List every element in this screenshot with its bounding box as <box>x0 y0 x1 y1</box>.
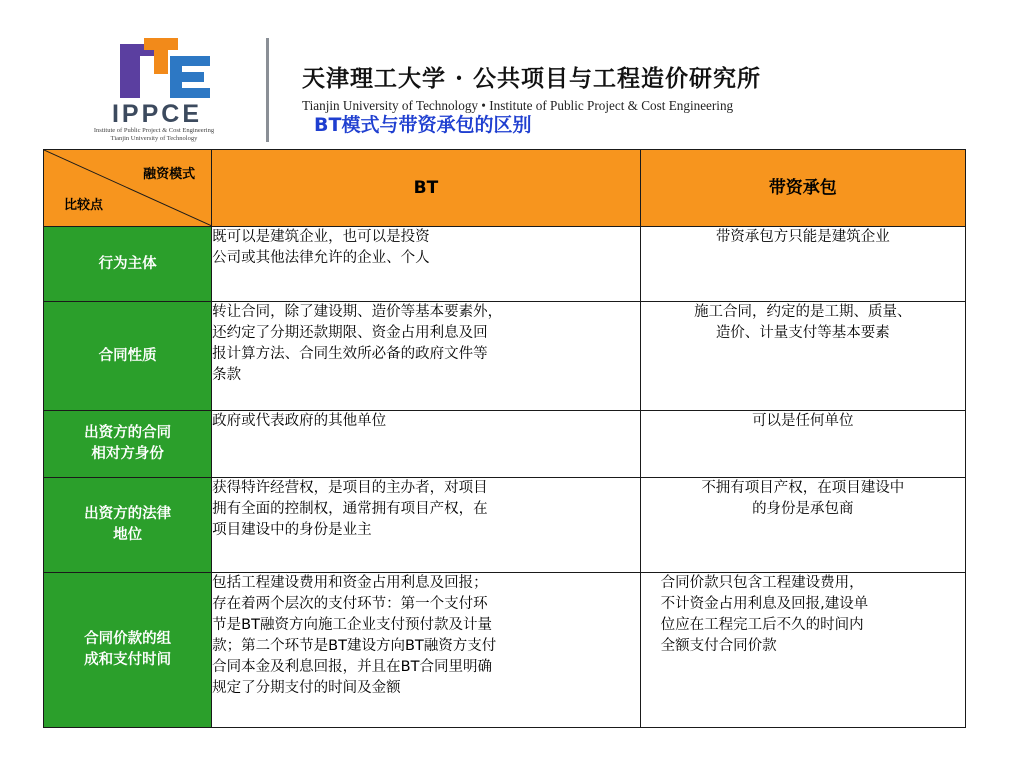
cell-daizi-subject: 带资承包方只能是建筑企业 <box>640 227 965 302</box>
logo-subtitle-line2: Tianjin University of Technology <box>110 135 198 142</box>
table-row <box>44 573 966 728</box>
cell-bt-counterparty: 政府或代表政府的其他单位 <box>212 411 640 478</box>
table-row <box>44 302 966 411</box>
ippce-logo-icon <box>108 38 218 102</box>
table-row <box>44 478 966 573</box>
cell-bt-contract-nature: 转让合同，除了建设期、造价等基本要素外， 还约定了分期还款期限、资金占用利息及回 报计算方法、合同生效所必备的政府文件等 条款 <box>212 302 640 411</box>
cell-bt-subject: 既可以是建筑企业，也可以是投资 公司或其他法律允许的企业、个人 <box>212 227 640 302</box>
comparison-table <box>43 149 966 728</box>
header-divider <box>266 38 269 142</box>
cell-bt-payment: 包括工程建设费用和资金占用利息及回报； 存在着两个层次的支付环节：第一个支付环 节是BT融资方向施工企业支付预付款及计量 款；第二个环节是BT建设方向BT融资方支付 合同本金及利息回报，并且在BT合同里明确 规定了分期支付的时间及金额 <box>212 573 640 728</box>
cell-daizi-legal-status: 不拥有项目产权，在项目建设中 的身份是承包商 <box>640 478 965 573</box>
institute-name-cn: 天津理工大学 · 公共项目与工程造价研究所 <box>302 65 762 92</box>
table-row <box>44 411 966 478</box>
cell-daizi-contract-nature: 施工合同，约定的是工期、质量、 造价、计量支付等基本要素 <box>640 302 965 411</box>
row-label-subject: 行为主体 <box>44 227 212 302</box>
column-header-daizi: 带资承包 <box>640 150 965 227</box>
cell-daizi-payment: 合同价款只包含工程建设费用， 不计资金占用利息及回报,建设单 位应在工程完工后不久的时间内 全额支付合同价款 <box>640 573 965 728</box>
cell-bt-legal-status: 获得特许经营权，是项目的主办者，对项目 拥有全面的控制权，通常拥有项目产权，在 项目建设中的身份是业主 <box>212 478 640 573</box>
slide-title: BT模式与带资承包的区别 <box>314 114 532 136</box>
column-header-bt: BT <box>212 150 640 227</box>
logo-subtitle-line1: Institute of Public Project & Cost Engineering <box>93 127 215 134</box>
corner-label-point: 比较点 <box>64 198 104 213</box>
corner-label-mode: 融资模式 <box>143 167 196 182</box>
row-label-contract-nature: 合同性质 <box>44 302 212 411</box>
row-label-legal-status: 出资方的法律 地位 <box>44 478 212 573</box>
table-header-row <box>44 150 966 227</box>
ippce-logo <box>108 38 218 102</box>
row-label-counterparty: 出资方的合同 相对方身份 <box>44 411 212 478</box>
institute-name-en: Tianjin University of Technology • Institute of Public Project & Cost Engineering <box>302 98 734 113</box>
row-label-payment: 合同价款的组 成和支付时间 <box>44 573 212 728</box>
table-row <box>44 227 966 302</box>
logo-wordmark: IPPCE <box>111 100 203 128</box>
cell-daizi-counterparty: 可以是任何单位 <box>640 411 965 478</box>
corner-cell <box>44 150 212 227</box>
